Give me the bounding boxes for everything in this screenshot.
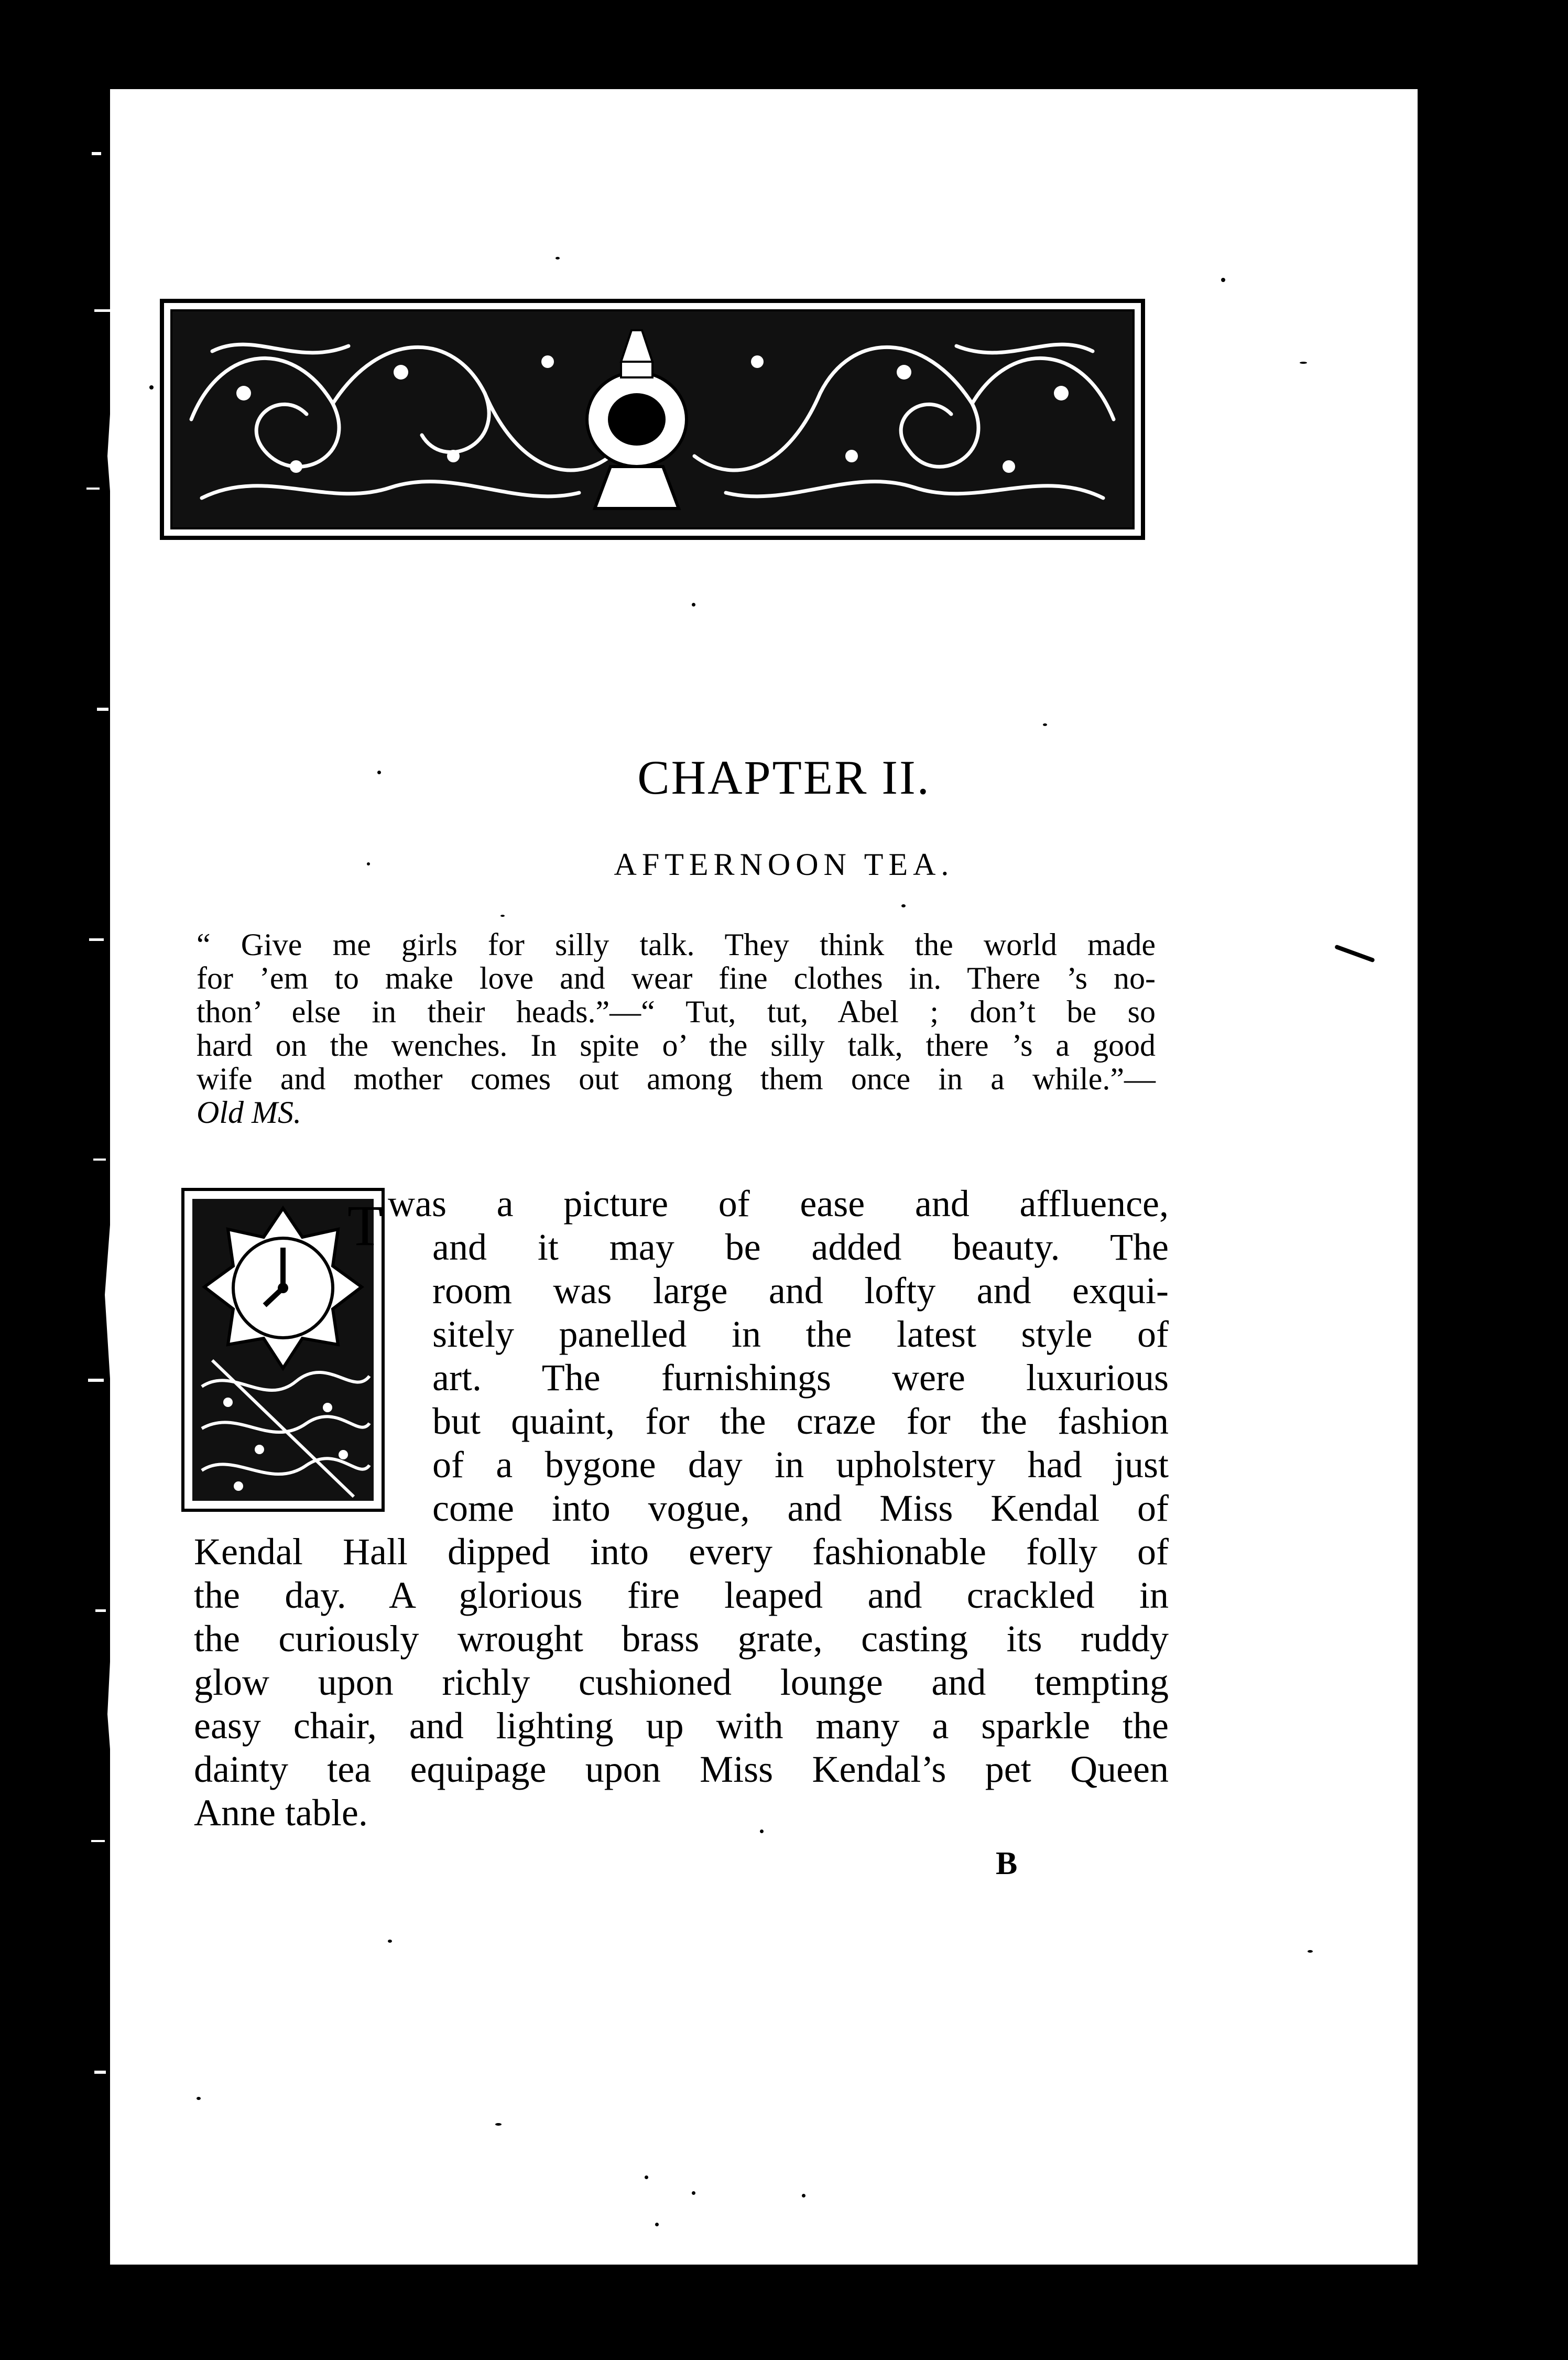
- body-line: the curiously wrought brass grate, casting its ruddy: [194, 1618, 1169, 1660]
- epigraph-line: wife and mother comes out among them once in a while.”—: [197, 1062, 1156, 1096]
- drop-cap-letter: T: [347, 1194, 383, 1258]
- body-line: room was large and lofty and exqui-: [432, 1270, 1169, 1312]
- ornamental-headpiece: [160, 299, 1145, 540]
- body-line: sitely panelled in the latest style of: [432, 1313, 1169, 1355]
- signature-mark: B: [996, 1846, 1018, 1881]
- body-line: was a picture of ease and affluence,: [388, 1183, 1169, 1225]
- body-line: the day. A glorious fire leaped and crackled in: [194, 1574, 1169, 1616]
- epigraph-source: Old MS.: [197, 1095, 301, 1130]
- body-line: Kendal Hall dipped into every fashionable folly of: [194, 1531, 1169, 1573]
- chapter-title: CHAPTER II.: [637, 751, 931, 804]
- epigraph-line: thon’ else in their heads.”—“ Tut, tut, Abel ; don’t be so: [197, 994, 1156, 1029]
- body-line: come into vogue, and Miss Kendal of: [432, 1487, 1169, 1529]
- body-line: glow upon richly cushioned lounge and tempting: [194, 1661, 1169, 1703]
- body-line: of a bygone day in upholstery had just: [432, 1444, 1169, 1486]
- body-line: easy chair, and lighting up with many a sparkle the: [194, 1705, 1169, 1747]
- epigraph: [197, 928, 1156, 1129]
- body-line: dainty tea equipage upon Miss Kendal’s pet Queen: [194, 1748, 1169, 1790]
- body-paragraph: [194, 1182, 1169, 1835]
- epigraph-line: hard on the wenches. In spite o’ the silly talk, there ’s a good: [197, 1028, 1156, 1063]
- epigraph-line: “ Give me girls for silly talk. They think the world made: [197, 927, 1156, 962]
- epigraph-line: for ’em to make love and wear fine clothes in. There ’s no-: [197, 961, 1156, 995]
- body-line: but quaint, for the craze for the fashion: [432, 1400, 1169, 1442]
- body-line: and it may be added beauty. The: [432, 1226, 1169, 1268]
- chapter-subtitle: AFTERNOON TEA.: [614, 847, 954, 882]
- body-line: Anne table.: [194, 1792, 368, 1834]
- body-line: art. The furnishings were luxurious: [432, 1357, 1169, 1399]
